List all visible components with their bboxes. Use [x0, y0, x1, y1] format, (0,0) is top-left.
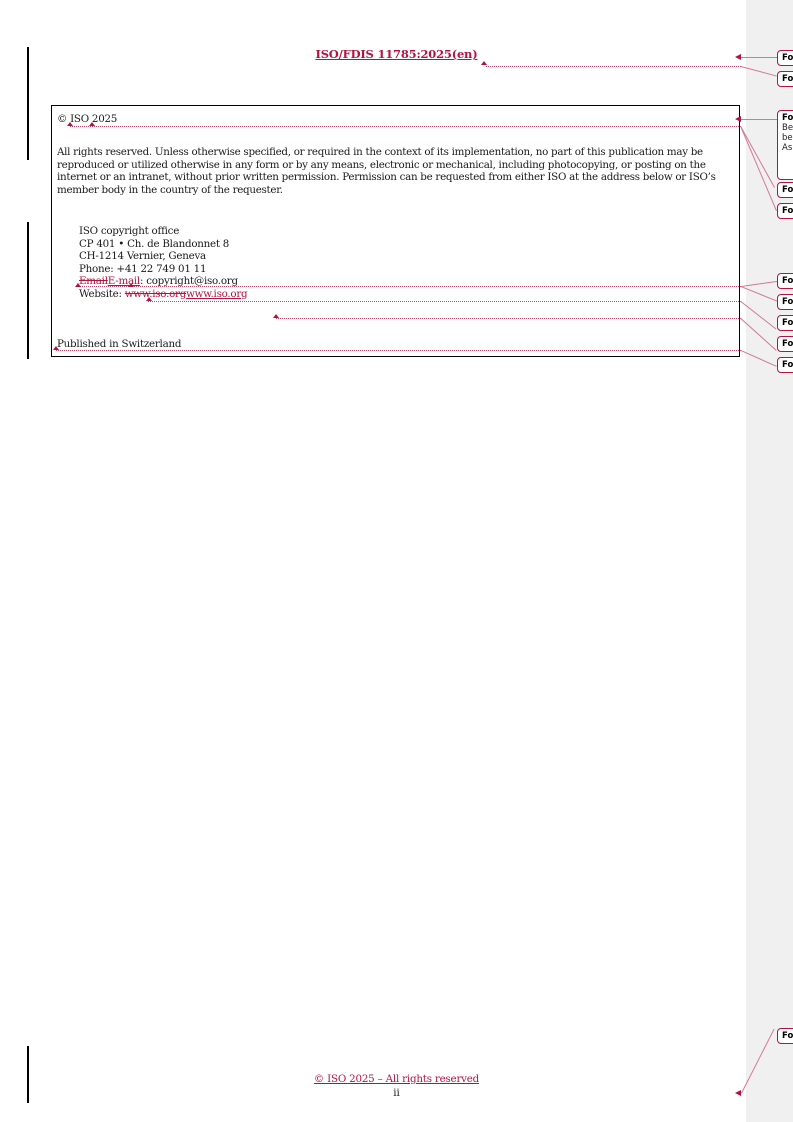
revision-marker-icon — [273, 314, 279, 318]
change-bar — [27, 47, 29, 160]
revision-marker-icon — [89, 122, 95, 126]
address-email: EmailE-mail: copyright@iso.org — [79, 275, 238, 287]
website-link[interactable]: www.iso.org — [186, 287, 248, 300]
revision-leader-line — [56, 350, 741, 351]
page-number: ii — [393, 1087, 400, 1099]
inserted-text: E-mail — [107, 275, 140, 287]
revision-leader-line — [148, 301, 741, 302]
comment-balloon[interactable]: Fo — [777, 357, 793, 373]
email-link[interactable]: copyright@iso.org — [146, 275, 238, 287]
comment-balloon[interactable]: Fo Be be As — [777, 110, 793, 180]
revision-marker-icon — [67, 122, 73, 126]
deleted-text: Email — [79, 275, 108, 287]
comment-balloon[interactable]: Fo — [777, 203, 793, 219]
deleted-text: www.iso.org — [124, 287, 187, 300]
revision-marker-icon — [53, 346, 59, 350]
comment-leader — [741, 57, 777, 58]
change-bar — [27, 222, 29, 359]
address-website: Website: www.iso.orgwww.iso.org — [79, 287, 248, 300]
comment-balloon[interactable]: Fo — [777, 182, 793, 198]
comment-balloon[interactable]: Fo — [777, 273, 793, 289]
comment-balloon[interactable]: Fo — [777, 1028, 793, 1044]
comment-balloon[interactable]: Fo — [777, 50, 793, 66]
revision-leader-line — [70, 126, 741, 127]
address-office: ISO copyright office — [79, 225, 180, 237]
published-line: Published in Switzerland — [57, 338, 182, 350]
revision-marker-icon — [481, 61, 487, 65]
comment-balloon[interactable]: Fo — [777, 315, 793, 331]
document-id-header: ISO/FDIS 11785:2025(en) — [315, 47, 478, 61]
comment-balloon[interactable]: Fo — [777, 336, 793, 352]
comment-balloon[interactable]: Fo — [777, 71, 793, 87]
revision-leader-line — [486, 66, 741, 67]
copyright-line: © ISO 2025 — [57, 113, 118, 125]
comment-balloon[interactable]: Fo — [777, 294, 793, 310]
address-city: CH-1214 Vernier, Geneva — [79, 250, 206, 262]
address-phone: Phone: +41 22 749 01 11 — [79, 262, 207, 275]
comment-leader — [741, 119, 777, 120]
revision-leader-line — [276, 318, 741, 319]
address-street: CP 401 • Ch. de Blandonnet 8 — [79, 237, 230, 250]
rights-paragraph: All rights reserved. Unless otherwise specified, or required in the context of its implementation, no part of this publication may be reproduced or utilized otherwise in any form or by any means, electronic or mechanical, including photocopying, or posting on the internet or an intranet, without prior written permission. Permission can be requested from either ISO at the address below or ISO’s member body in the country of the requester. — [57, 146, 716, 196]
footer-copyright: © ISO 2025 – All rights reserved — [313, 1073, 480, 1085]
